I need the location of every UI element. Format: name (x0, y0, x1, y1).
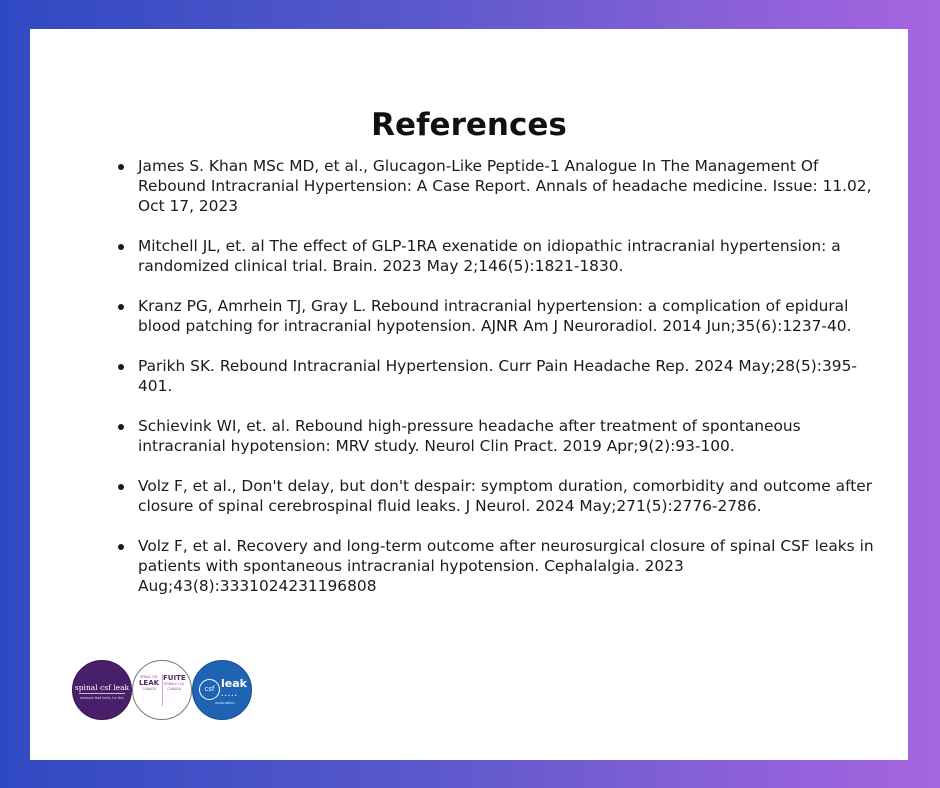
reference-item (106, 296, 876, 336)
spinal-csf-leak-canada-logo (132, 660, 192, 720)
reference-item (106, 416, 876, 456)
reference-text: Kranz PG, Amrhein TJ, Gray L. Rebound intracranial hypertension: a complication of epidural blood patching for intracranial hypotension. AJNR Am J Neuroradiol. 2014 Jun;35(6):1237-40. (138, 297, 852, 335)
leak-canada-left (138, 675, 160, 692)
logo-divider (79, 693, 125, 694)
leak-canada-left-main: LEAK (138, 679, 160, 687)
reference-text: Volz F, et al., Don't delay, but don't despair: symptom duration, comorbidity and outcome after closure of spinal cerebrospinal fluid leaks. J Neurol. 2024 May;271(5):2776-2786. (138, 477, 873, 515)
bullet-icon (118, 544, 124, 550)
drops-icon: ••••• (221, 693, 238, 698)
csf-leak-association-assoc: association (215, 701, 235, 705)
leak-canada-right (163, 675, 185, 692)
csf-circle-icon: csf (199, 679, 220, 700)
reference-item (106, 156, 876, 216)
reference-text: Mitchell JL, et. al The effect of GLP-1RA exenatide on idiopathic intracranial hypertension: a randomized clinical trial. Brain. 2023 May 2;146(5):1821-1830. (138, 237, 841, 275)
reference-item (106, 536, 876, 596)
content-card (30, 29, 908, 760)
spinal-csf-leak-logo-name: spinal csf leak (74, 683, 130, 692)
references-list (106, 156, 876, 616)
reference-text: James S. Khan MSc MD, et al., Glucagon-Like Peptide-1 Analogue In The Management Of Rebound Intracranial Hypertension: A Case Report. Annals of headache medicine. Issue: 11.02, Oct 17, 2023 (138, 157, 872, 215)
spinal-csf-leak-logo (72, 660, 132, 720)
bullet-icon (118, 364, 124, 370)
leak-canada-right-bottom: CANADA (167, 687, 181, 691)
page-title: References (371, 106, 567, 143)
bullet-icon (118, 164, 124, 170)
bullet-icon (118, 484, 124, 490)
bullet-icon (118, 244, 124, 250)
leak-canada-left-top: SPINAL CSF (139, 675, 159, 679)
bullet-icon (118, 424, 124, 430)
reference-text: Schievink WI, et. al. Rebound high-pressure headache after treatment of spontaneous intracranial hypotension: MRV study. Neurol Clin Pract. 2019 Apr;9(2):93-100. (138, 417, 801, 455)
reference-text: Volz F, et al. Recovery and long-term outcome after neurosurgical closure of spinal CSF leaks in patients with spontaneous intracranial hypotension. Cephalalgia. 2023 Aug;43(8):3331024231196808 (138, 537, 874, 595)
reference-item (106, 356, 876, 396)
csf-leak-association-logo (192, 660, 252, 720)
reference-item (106, 236, 876, 276)
bullet-icon (118, 304, 124, 310)
reference-text: Parikh SK. Rebound Intracranial Hypertension. Curr Pain Headache Rep. 2024 May;28(5):395-401. (138, 357, 857, 395)
csf-leak-association-leak: leak (221, 677, 247, 690)
spinal-csf-leak-logo-tagline: because that hurts, try this (80, 696, 124, 700)
leak-canada-right-main: FUITE (163, 674, 186, 682)
leak-canada-right-mid: SPINALE LCS (163, 682, 185, 686)
reference-item (106, 476, 876, 516)
leak-canada-left-bottom: CANADA (142, 687, 156, 691)
